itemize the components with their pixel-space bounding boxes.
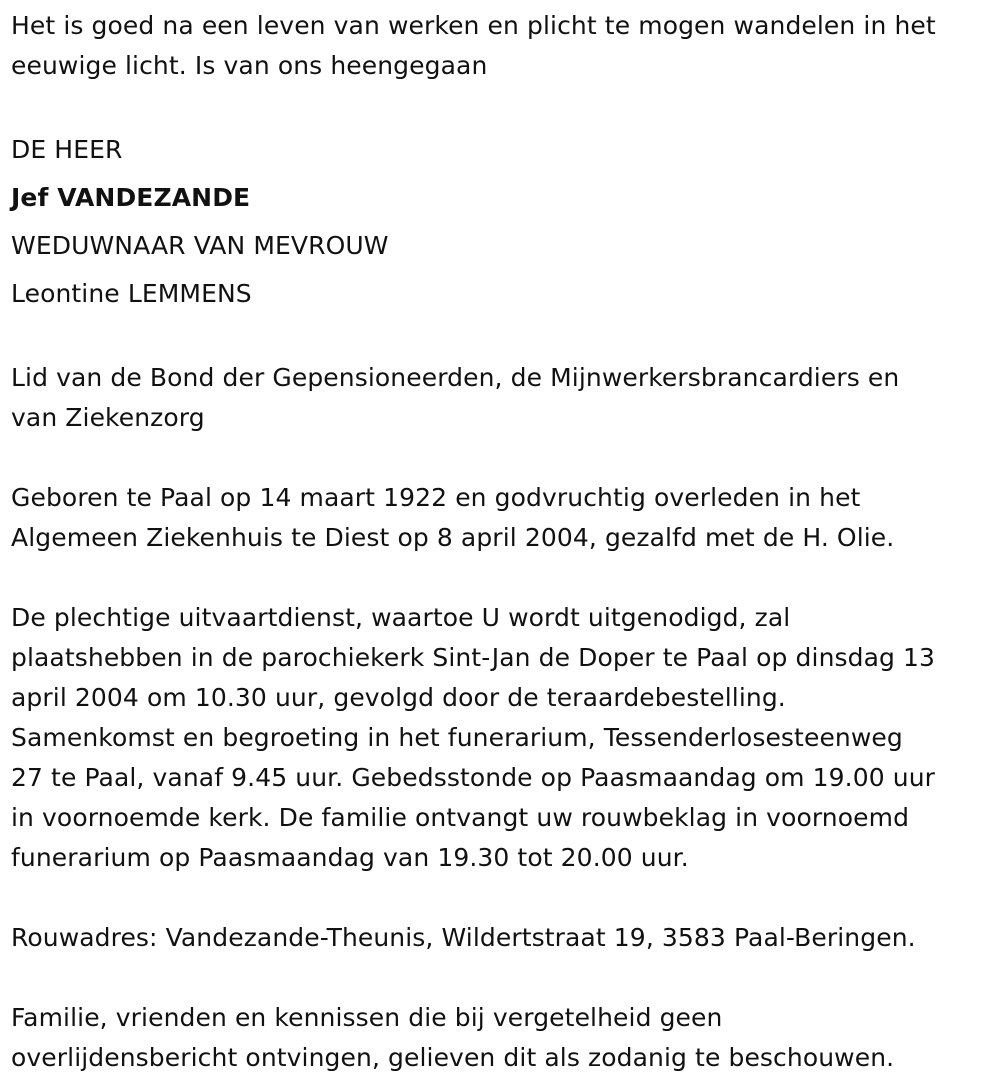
spouse-name: Leontine LEMMENS [11, 279, 252, 308]
relation-label: WEDUWNAAR VAN MEVROUW [11, 231, 389, 260]
funeral-line: Samenkomst en begroeting in het funerarium, Tessenderlosesteenweg [11, 723, 903, 752]
funeral-paragraph [11, 598, 996, 878]
deceased-name: Jef VANDEZANDE [11, 183, 251, 212]
birth-death-line: Algemeen Ziekenhuis te Diest op 8 april 2004, gezalfd met de H. Olie. [11, 523, 895, 552]
paragraph-gap [11, 958, 996, 998]
funeral-line: De plechtige uitvaartdienst, waartoe U wordt uitgenodigd, zal [11, 603, 791, 632]
address-paragraph [11, 918, 996, 958]
paragraph-gap [11, 878, 996, 918]
funeral-line: plaatshebben in de parochiekerk Sint-Jan de Doper te Paal op dinsdag 13 [11, 643, 936, 672]
funeral-line: 27 te Paal, vanaf 9.45 uur. Gebedsstonde op Paasmaandag om 19.00 uur [11, 763, 936, 792]
address-line: Rouwadres: Vandezande-Theunis, Wildertstraat 19, 3583 Paal-Beringen. [11, 923, 916, 952]
membership-line: Lid van de Bond der Gepensioneerden, de Mijnwerkersbrancardiers en [11, 363, 900, 392]
paragraph-gap [11, 438, 996, 478]
paragraph-gap [11, 558, 996, 598]
funeral-line: funerarium op Paasmaandag van 19.30 tot 20.00 uur. [11, 843, 689, 872]
birth-death-line: Geboren te Paal op 14 maart 1922 en godvruchtig overleden in het [11, 483, 861, 512]
deceased-block [11, 126, 996, 318]
honorific: DE HEER [11, 135, 123, 164]
paragraph-gap [11, 86, 996, 126]
membership-line: van Ziekenzorg [11, 403, 205, 432]
closing-line: overlijdensbericht ontvingen, gelieven dit als zodanig te beschouwen. [11, 1043, 895, 1072]
membership-paragraph [11, 358, 996, 438]
closing-paragraph [11, 998, 996, 1078]
funeral-line: april 2004 om 10.30 uur, gevolgd door de teraardebestelling. [11, 683, 786, 712]
closing-line: Familie, vrienden en kennissen die bij vergetelheid geen [11, 1003, 723, 1032]
birth-death-paragraph [11, 478, 996, 558]
funeral-line: in voornoemde kerk. De familie ontvangt uw rouwbeklag in voornoemd [11, 803, 910, 832]
intro-line: eeuwige licht. Is van ons heengegaan [11, 51, 488, 80]
paragraph-gap [11, 318, 996, 358]
intro-line: Het is goed na een leven van werken en plicht te mogen wandelen in het [11, 11, 936, 40]
intro-paragraph [11, 6, 996, 86]
obituary-document [11, 0, 996, 1078]
